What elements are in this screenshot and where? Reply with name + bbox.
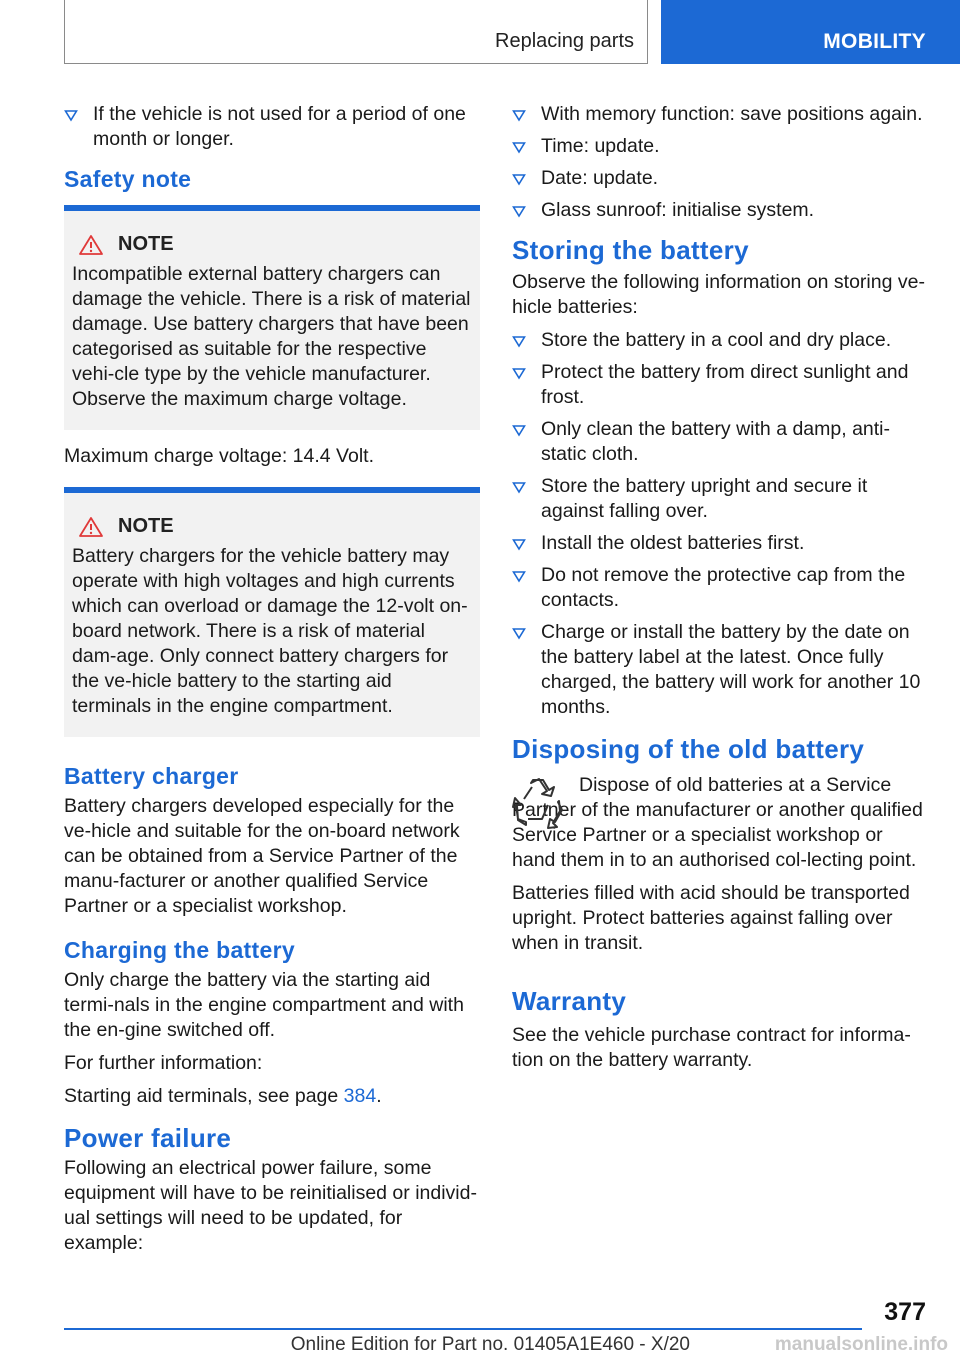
list-item (512, 563, 930, 613)
list-item-text: Time: update. (541, 135, 660, 157)
right-column (512, 102, 930, 1081)
warning-triangle-icon (78, 516, 104, 538)
note-header (78, 233, 472, 256)
list-item-text: Date: update. (541, 167, 659, 189)
list-item (512, 474, 930, 524)
power-heading: Power failure (64, 1123, 232, 1153)
charger-text: Battery chargers developed especially for the ve‐hicle and suitable for the on-board network can be obtained from a Service Partner of the manu‐facturer or another qualified Service Partner or a specialist workshop. (64, 795, 460, 917)
page-number: 377 (884, 1298, 926, 1326)
page-link[interactable]: 384 (343, 1085, 377, 1107)
footer-edition: Online Edition for Part no. 01405A1E460 - X/20 (290, 1334, 690, 1355)
list-item-text: Do not remove the protective cap from the contacts. (541, 564, 906, 611)
list-item-text: Store the battery upright and secure it against falling over. (541, 475, 868, 522)
list-item (512, 328, 930, 353)
list-item-text: With memory function: save positions again. (541, 103, 923, 125)
power-text: Following an electrical power failure, some equipment will have to be reinitialised or individ‐ual settings will need to be updated, for example: (64, 1157, 477, 1254)
transport-text: Batteries filled with acid should be transported upright. Protect batteries against falling over when in transit. (512, 882, 910, 954)
charger-heading: Battery charger (64, 763, 239, 789)
bullet-triangle-icon (512, 137, 526, 157)
list-item (512, 620, 930, 720)
charging-text: Only charge the battery via the starting aid termi‐nals in the engine compartment and with the en‐gine switched off. (64, 969, 464, 1041)
disposing-text: Dispose of old batteries at a Service Partner of the manufacturer or another qualified Service Partner or a specialist workshop or hand them in to an authorised col‐lecting point. (512, 774, 923, 871)
header-section-title: Replacing parts (495, 30, 634, 52)
list-item-text: Charge or install the battery by the date on the battery label at the latest. Once fully charged, the battery will work for another 10 months. (541, 621, 921, 718)
bullet-triangle-icon (512, 201, 526, 221)
disposing-block (512, 773, 930, 873)
xref-prefix: Starting aid terminals, see page (64, 1085, 344, 1107)
bullet-triangle-icon (512, 363, 526, 383)
storing-intro: Observe the following information on storing ve‐hicle batteries: (512, 271, 925, 318)
list-item-text: If the vehicle is not used for a period of one month or longer. (93, 103, 466, 150)
power-list (512, 102, 930, 223)
bullet-triangle-icon (512, 477, 526, 497)
list-item-text: Only clean the battery with a damp, anti-static cloth. (541, 418, 891, 465)
charging-heading: Charging the battery (64, 937, 295, 963)
list-item (512, 360, 930, 410)
list-item (512, 166, 930, 191)
bullet-triangle-icon (512, 534, 526, 554)
list-item-text: Install the oldest batteries first. (541, 532, 805, 554)
note-header (78, 515, 472, 538)
note-text: Incompatible external battery chargers can damage the vehicle. There is a risk of material damage. Use battery chargers that have been categorised as suitable for the respective vehi‐cle type by the vehicle manufacturer. Observe the maximum charge voltage. (72, 263, 471, 410)
safety-heading: Safety note (64, 166, 192, 192)
bullet-triangle-icon (512, 566, 526, 586)
recycle-icon (512, 775, 566, 829)
disposing-heading: Disposing of the old battery (512, 734, 865, 764)
bullet-triangle-icon (64, 105, 78, 125)
storing-list (512, 328, 930, 720)
storing-heading: Storing the battery (512, 235, 749, 265)
note-box (64, 205, 480, 430)
max-voltage-text: Maximum charge voltage: 14.4 Volt. (64, 445, 374, 467)
watermark-logo: manualsonline.info (774, 1334, 948, 1355)
warranty-heading: Warranty (512, 986, 627, 1016)
bullet-triangle-icon (512, 331, 526, 351)
list-item (512, 198, 930, 223)
bullet-triangle-icon (512, 105, 526, 125)
list-item (512, 531, 930, 556)
bullet-triangle-icon (512, 169, 526, 189)
bullet-triangle-icon (512, 623, 526, 643)
xref-suffix: . (376, 1085, 382, 1107)
bullet-triangle-icon (512, 420, 526, 440)
list-item (64, 102, 480, 152)
intro-list (64, 102, 480, 152)
footer-divider (64, 1328, 862, 1330)
list-item (512, 134, 930, 159)
further-info-text: For further information: (64, 1052, 263, 1074)
note-title: NOTE (118, 515, 174, 537)
header-chapter-tab: MOBILITY (661, 0, 960, 64)
left-column (64, 102, 480, 1264)
note-box (64, 487, 480, 737)
cross-reference (64, 1084, 480, 1109)
list-item-text: Glass sunroof: initialise system. (541, 199, 815, 221)
warning-triangle-icon (78, 234, 104, 256)
note-title: NOTE (118, 233, 174, 255)
note-text: Battery chargers for the vehicle battery may operate with high voltages and high currents which can overload or damage the 12‑volt on‐board network. There is a risk of material dam‐age. Only connect battery chargers for the ve‐hicle battery to the starting aid terminals in the engine compartment. (72, 545, 468, 717)
list-item-text: Protect the battery from direct sunlight and frost. (541, 361, 909, 408)
list-item (512, 417, 930, 467)
list-item (512, 102, 930, 127)
warranty-text: See the vehicle purchase contract for informa‐tion on the battery warranty. (512, 1024, 911, 1071)
list-item-text: Store the battery in a cool and dry place. (541, 329, 892, 351)
